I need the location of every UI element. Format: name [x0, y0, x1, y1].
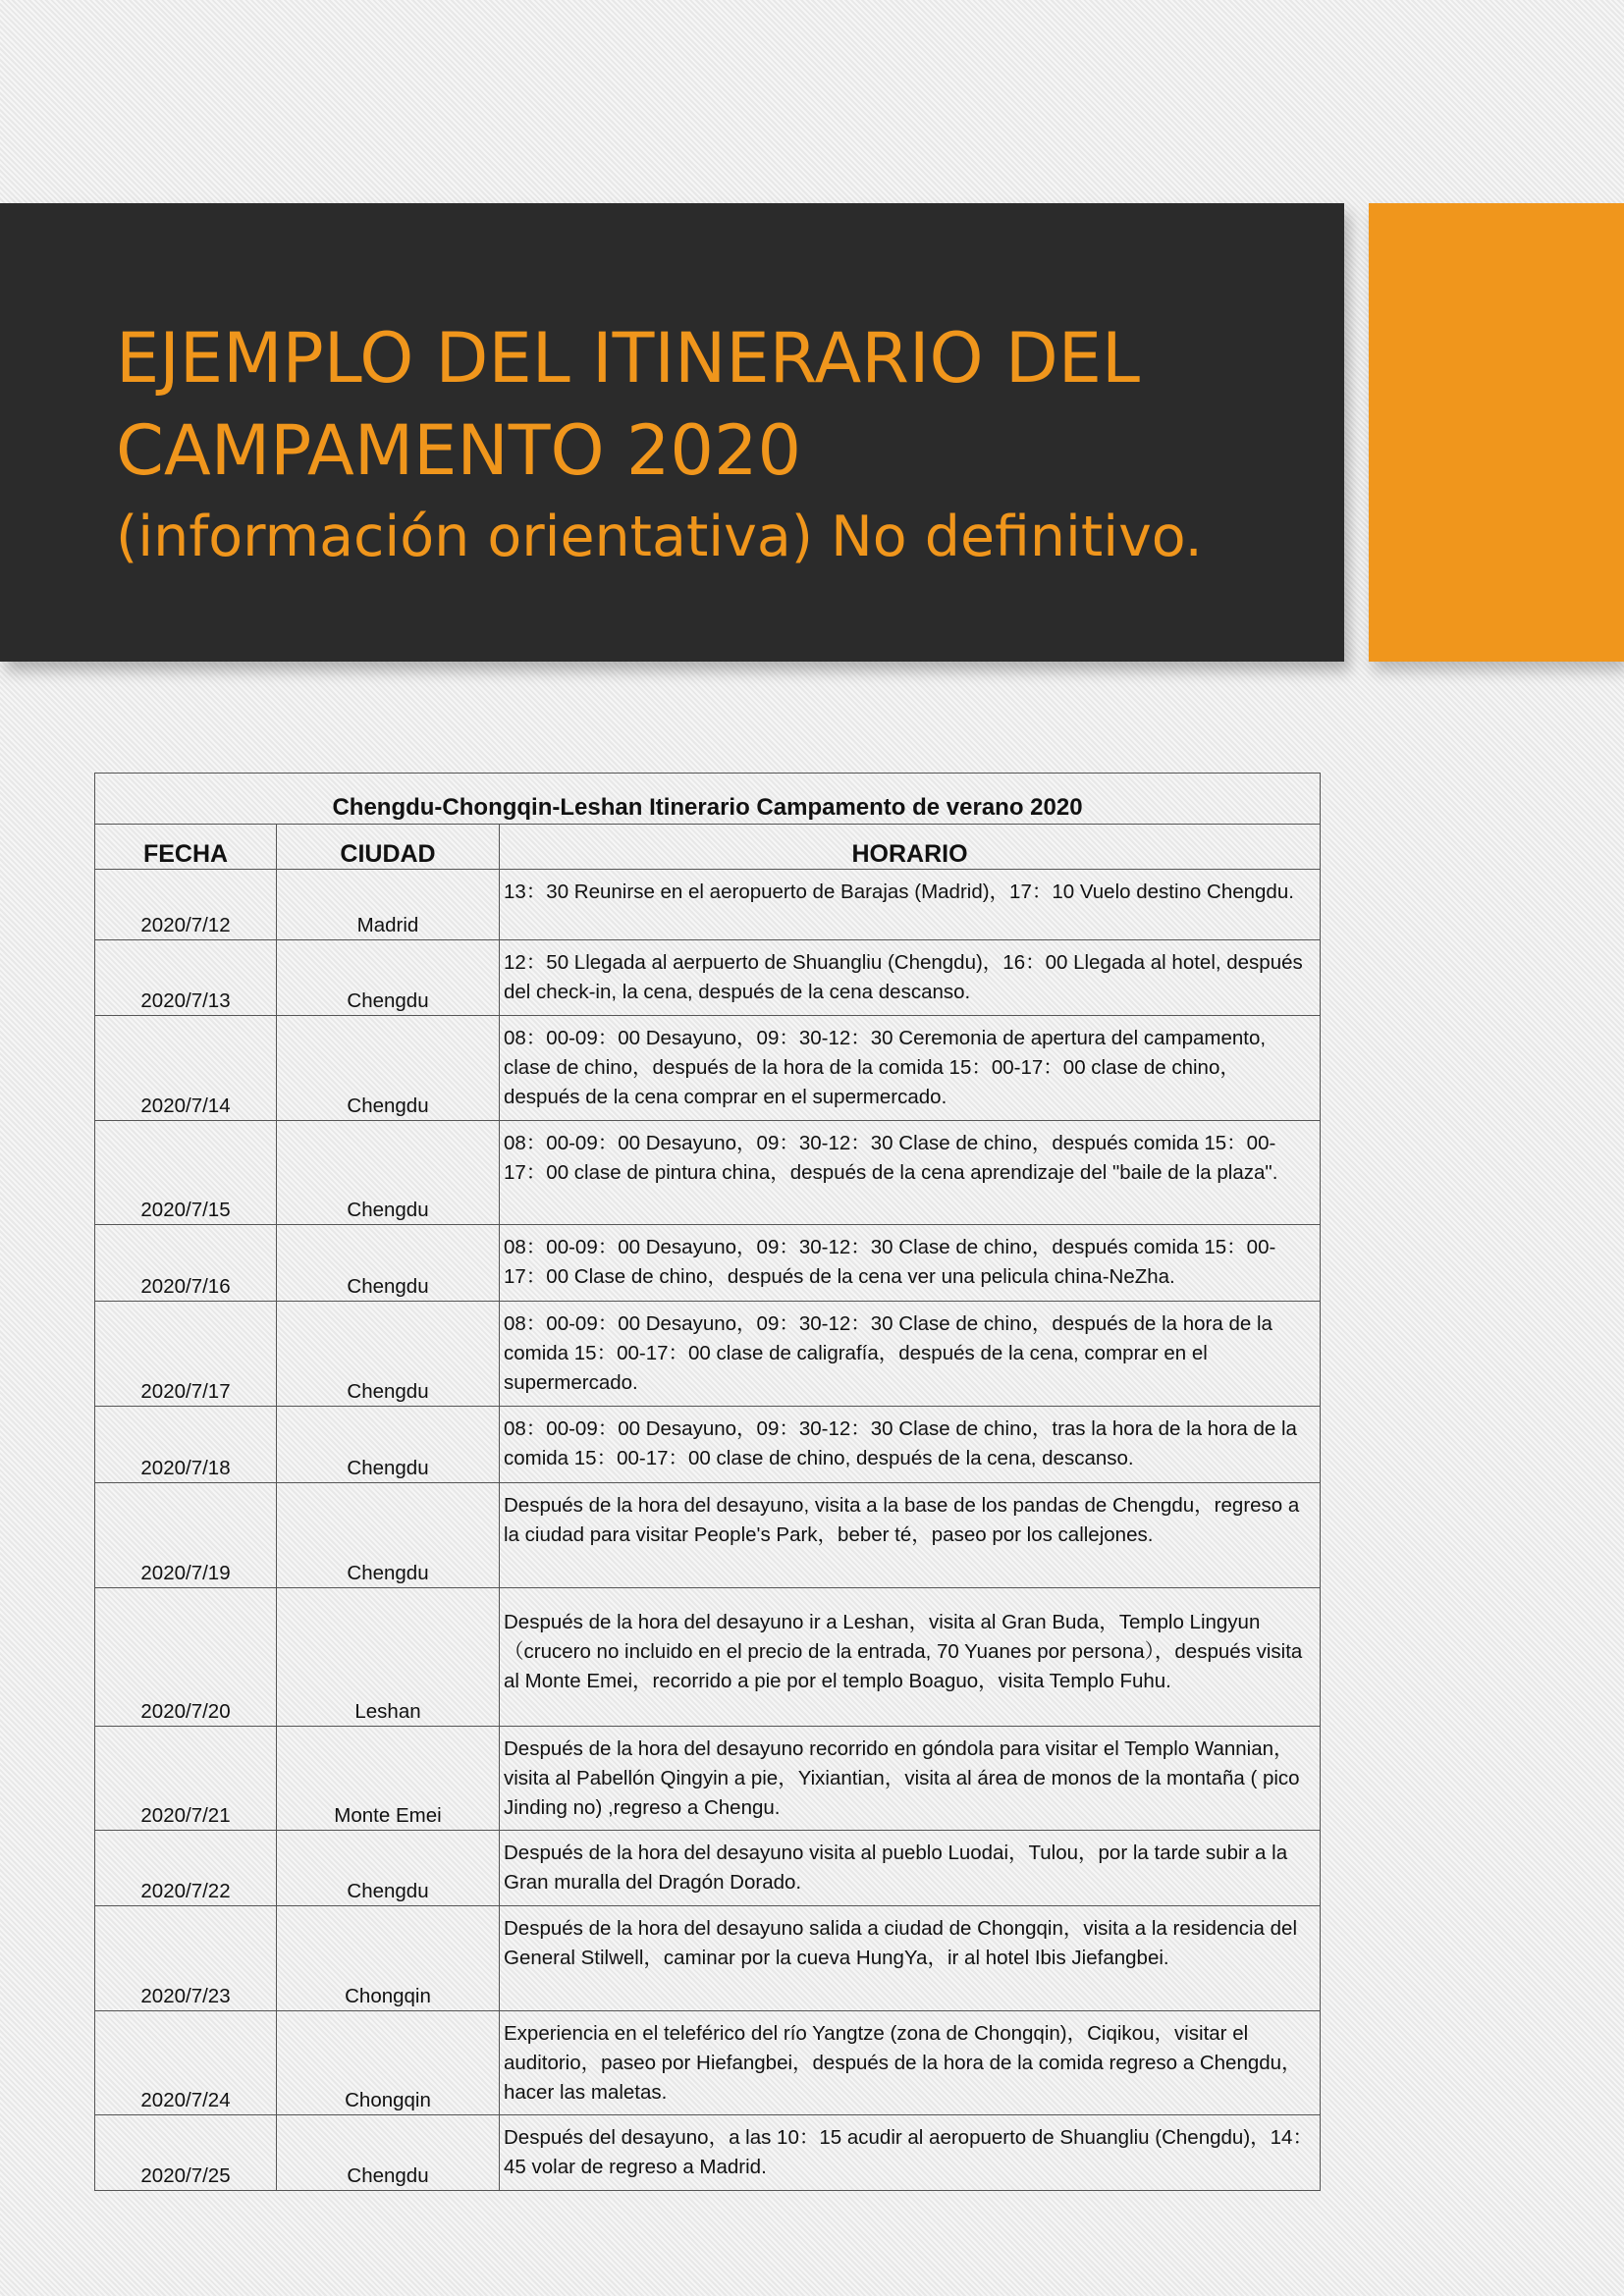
row-date: 2020/7/25: [95, 2115, 277, 2191]
table-row: [95, 2011, 1321, 2115]
table-row: [95, 1407, 1321, 1483]
column-header-date: FECHA: [95, 825, 277, 870]
row-date: 2020/7/20: [95, 1588, 277, 1727]
row-city: Chengdu: [277, 2115, 500, 2191]
table-row: [95, 1727, 1321, 1831]
row-city: Monte Emei: [277, 1727, 500, 1831]
row-city: Chengdu: [277, 1407, 500, 1483]
row-date: 2020/7/19: [95, 1483, 277, 1588]
row-date: 2020/7/24: [95, 2011, 277, 2115]
row-date: 2020/7/13: [95, 940, 277, 1016]
row-schedule: Después de la hora del desayuno salida a ciudad de Chongqin，visita a la residencia del General Stilwell，caminar por la cueva HungYa，ir al hotel Ibis Jiefangbei.: [500, 1906, 1321, 2011]
table-row: [95, 1225, 1321, 1302]
accent-block: [1369, 203, 1624, 662]
table-row: [95, 1831, 1321, 1906]
row-schedule: Experiencia en el teleférico del río Yangtze (zona de Chongqin)，Ciqikou，visitar el auditorio，paseo por Hiefangbei，después de la hora de la comida regreso a Chengdu，hacer las maletas.: [500, 2011, 1321, 2115]
row-schedule: 13：30 Reunirse en el aeropuerto de Barajas (Madrid)，17：10 Vuelo destino Chengdu.: [500, 870, 1321, 940]
row-city: Chongqin: [277, 1906, 500, 2011]
page-title: [116, 312, 1324, 577]
row-schedule: 08：00-09：00 Desayuno，09：30-12：30 Clase de chino，tras la hora de la hora de la comida 15：00-17：00 clase de chino, después de la cena, descanso.: [500, 1407, 1321, 1483]
table-row: [95, 2115, 1321, 2191]
row-date: 2020/7/14: [95, 1016, 277, 1121]
row-date: 2020/7/21: [95, 1727, 277, 1831]
row-schedule: 08：00-09：00 Desayuno，09：30-12：30 Ceremonia de apertura del campamento, clase de chino，después de la hora de la comida 15：00-17：00 clase de chino，después de la cena comprar en el supermercado.: [500, 1016, 1321, 1121]
row-schedule: 08：00-09：00 Desayuno，09：30-12：30 Clase de chino，después comida 15：00-17：00 clase de pintura china，después de la cena aprendizaje del "baile de la plaza".: [500, 1121, 1321, 1225]
row-city: Chengdu: [277, 1831, 500, 1906]
table-row: [95, 1302, 1321, 1407]
row-city: Leshan: [277, 1588, 500, 1727]
row-city: Chengdu: [277, 1121, 500, 1225]
row-date: 2020/7/15: [95, 1121, 277, 1225]
column-header-schedule: HORARIO: [500, 825, 1321, 870]
row-schedule: Después de la hora del desayuno recorrido en góndola para visitar el Templo Wannian，visita al Pabellón Qingyin a pie，Yixiantian，visita al área de monos de la montaña ( pico Jinding no) ,regreso a Chengu.: [500, 1727, 1321, 1831]
table-caption: Chengdu-Chongqin-Leshan Itinerario Campamento de verano 2020: [95, 774, 1321, 825]
column-header-city: CIUDAD: [277, 825, 500, 870]
table-row: [95, 940, 1321, 1016]
table-row: [95, 1588, 1321, 1727]
title-line-3: (información orientativa) No definitivo.: [116, 505, 1203, 569]
row-date: 2020/7/23: [95, 1906, 277, 2011]
table-row: [95, 870, 1321, 940]
row-city: Chongqin: [277, 2011, 500, 2115]
row-city: Chengdu: [277, 1016, 500, 1121]
table-row: [95, 1016, 1321, 1121]
title-line-2: CAMPAMENTO 2020: [116, 410, 802, 491]
row-city: Chengdu: [277, 1483, 500, 1588]
row-date: 2020/7/22: [95, 1831, 277, 1906]
row-city: Chengdu: [277, 1225, 500, 1302]
title-line-1: EJEMPLO DEL ITINERARIO DEL: [116, 318, 1141, 399]
row-schedule: 12：50 Llegada al aerpuerto de Shuangliu (Chengdu)，16：00 Llegada al hotel, después del check-in, la cena, después de la cena descanso.: [500, 940, 1321, 1016]
row-city: Madrid: [277, 870, 500, 940]
table-row: [95, 1121, 1321, 1225]
row-schedule: Después de la hora del desayuno, visita a la base de los pandas de Chengdu，regreso a la ciudad para visitar People's Park，beber té，paseo por los callejones.: [500, 1483, 1321, 1588]
row-date: 2020/7/12: [95, 870, 277, 940]
row-date: 2020/7/17: [95, 1302, 277, 1407]
row-schedule: Después del desayuno，a las 10：15 acudir al aeropuerto de Shuangliu (Chengdu)，14：45 volar de regreso a Madrid.: [500, 2115, 1321, 2191]
row-city: Chengdu: [277, 1302, 500, 1407]
row-date: 2020/7/16: [95, 1225, 277, 1302]
row-schedule: 08：00-09：00 Desayuno，09：30-12：30 Clase de chino，después comida 15：00-17：00 Clase de chino，después de la cena ver una pelicula china-NeZha.: [500, 1225, 1321, 1302]
row-schedule: Después de la hora del desayuno ir a Leshan，visita al Gran Buda，Templo Lingyun（crucero no incluido en el precio de la entrada, 70 Yuanes por persona），después visita al Monte Emei，recorrido a pie por el templo Boaguo，visita Templo Fuhu.: [500, 1588, 1321, 1727]
table-row: [95, 1483, 1321, 1588]
table-row: [95, 1906, 1321, 2011]
row-city: Chengdu: [277, 940, 500, 1016]
row-schedule: Después de la hora del desayuno visita al pueblo Luodai，Tulou，por la tarde subir a la Gran muralla del Dragón Dorado.: [500, 1831, 1321, 1906]
row-date: 2020/7/18: [95, 1407, 277, 1483]
itinerary-table: [94, 773, 1321, 2191]
row-schedule: 08：00-09：00 Desayuno，09：30-12：30 Clase de chino，después de la hora de la comida 15：00-17：00 clase de caligrafía，después de la cena, comprar en el supermercado.: [500, 1302, 1321, 1407]
